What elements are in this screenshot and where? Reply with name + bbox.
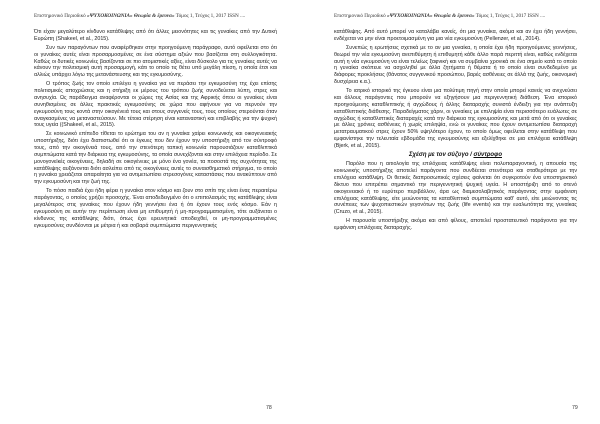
paragraph: Συνεπώς η ερωτήσεις σχετικά με το αν μια γυναίκα, η οποία έχει ήδη προηγούμενες γεννήσεις, θεωρεί την νέα εγκυμοσύνη ανεπιθύμητη ή επιθυμητή κάθε άλλο παρά περιττή είναι, καθώς ενδέχεται αυτή η νέα εγκυμοσύνη να είναι τελείως ξαφνική και να συμβαίνει χρονικά σε ένα σημείο κατά το οποίο η γυναίκα σκόπευε να ασχοληθεί με άλλα ζητήματα ή θέματα ή το οποίο είναι συνδεδεμένο με διάφορες προκλήσεις (θάνατος συγγενικού προσώπου, βαρές ασθένειες σε άλλά της ζωής, οικονομική δυσχέρεια κ.α.). (334, 44, 577, 86)
running-head-suffix: Τόμος 1, Τεύχος 1, 2017 ISSN .... (174, 13, 246, 19)
section-heading-prefix: Σχέση με τον σύζυγο / (408, 151, 474, 158)
section-heading (334, 152, 577, 159)
paragraph: Ότι είχαν μεγαλύτερο κίνδυνο κατάθλιψης από ότι άλλες μειονότητες και τις γυναίκες από την Δυτική Ευρώπη (Shakeel, et al., 2015). (34, 29, 277, 42)
running-head-prefix: Επιστημονικό Περιοδικό (34, 13, 88, 19)
page-number: 78 (266, 405, 272, 411)
right-page (300, 0, 600, 424)
left-page-body (34, 29, 277, 232)
section-heading-underlined: σύντροφο (473, 151, 502, 158)
paragraph: Παρόλο που η αιτιολογία της επιλόχειας κατάθλιψης είναι πολυπαραγοντική, η απουσία της κοινωνικής υποστήριξης αποτελεί παράγοντα που συνδέεται στενότερα και σταθερότερα με την επιλόχεια κατάθλιψη. Οι θετικές διαπροσωπικές σχέσεις φαίνεται ότι συγκροτούν ένα υποστηρικτικό δίκτυο που επιτρέπει σημαντικό την περιγεννητική ψυχική υγεία. Η υποστήριξη από το στενό οικογενειακό ή το ευρύτερο περιβάλλον, άρα ως διαμεσολαβητικός παράγοντας στην εμφάνιση επιλόχειας κατάθλιψης, είτε μειώνοντας τα καταθλιπτικά συμπτώματα καθ' αυτό, είτε μειώνοντας τις συνέπειες των ψυχοπιεστικών γεγονότων της ζωής (life events) και την ευαλωτότητα της γυναίκας (Cruzo, et al., 2015). (334, 161, 577, 216)
paragraph: Η παρουσία υποστήριξης ακόμα και από φίλους, αποτελεί προστατευτικό παράγοντα για την εμφάνιση επιλόχειας διαταραχής. (334, 218, 577, 232)
right-page-body (334, 29, 577, 234)
paragraph: κατάθλιψης. Από αυτό μπορεί να καταλάβει κανείς, ότι μια γυναίκα, ακόμα και αν έχει ήδη γεννήσει, ενδέχεται να μην είναι προετοιμασμένη για μια νέα εγκυμοσύνη (Pellenzer, et al., 2014). (334, 29, 577, 42)
running-head-suffix: Τόμος 1, Τεύχος 1, 2017 ISSN .... (474, 13, 546, 19)
journal-title: «ΨΥΧΟΚΟΙΝΩΝΙΑ» Θεωρία & έρευνα» (87, 13, 175, 19)
journal-title: «ΨΥΧΟΚΟΙΝΩΝΙΑ» Θεωρία & έρευνα» (387, 13, 475, 19)
page-number: 79 (572, 405, 578, 411)
running-head (34, 13, 290, 19)
running-head (334, 13, 590, 19)
paragraph: Ο τρόπος ζωής τον οποίο επιλέγει η γυναίκα για να περάσει την εγκυμοσύνη της έχει επίσης πολιτισμικές αποχρώσεις και η στήριξη εκ μέρους του τρόπου ζωής συνοδεύεται λύπη, στρες και ανησυχία. Ως παράδειγμα αναφέρονται οι χώρες της Ασίας και της Αφρικής όπου οι γυναίκες είναι συνηθισμένες σε άλλες πρακτικές εγκυμοσύνης σε χώρα που αφήνουν για να περνούν την εγκυμοσύνη τους κοντά στην οικογένειά τους και στους συγγενείς τους, τους οποίους στερούνται όταν αναγκασμένες να μεταναστεύσουν. Με τέτοια στέρηση είναι καταναστική και επιβλαβής για την ψυχική τους υγεία ((Shakeel, et al., 2015). (34, 81, 277, 129)
paragraph: Σε κοινωνικό επίπεδο τίθεται το ερώτημα του αν η γυναίκα χαίρει κοινωνικής και οικογενειακής υποστήριξης, διότι έχει διαπιστωθεί ότι οι έγκυες που δεν έχουν την υποστήριξη από τον σύντροφό τους, από την οικογένειά τους, από την στενότερη ταπική κοινωνία παρουσιάζουν καταθλιπτικά συμπτώματα κατά την διάρκεια της εγκυμοσύνης, τα οποία συνεχίζονται και στην επιλόχεια περίοδο. Σε μονογονεϊκές οικογένειες, δηλαδή σε οικογένειες με μόνο ένα γονέα, τα ποσοστά της συχνότητας της κατάθλιψης αυξάνονται διότι ασλείπει από τις οικογένειες αυτές το συναισθηματικό στήριγμα, το οποίο η γυναίκα χρειάζεται απαραίτητα για να αντιμετωπίσει στρεσογόνες καταστάσεις που ανακύπτουν από την εγκυμοσύνη και την ζωή της. (34, 131, 277, 186)
paragraph: Συν των παραγόντων που αναφέρθηκαν στην προηγούμενη παράγραφο, αυτό οφείλεται στο ότι οι γυναίκες αυτές είναι προσαρμοσμένες σε ένα σύστημα αξιών που βασίζεται στη συλλογικότητα. Καθώς οι δυτικές κοινωνίες βασίζονται σε πιο ατομιστικές αξίες, είναι δύσκολο για τις γυναίκες αυτές να κάνουν την πολιτισμική αυτή προσαρμογή, κάτι το οποίο τις θέτει υπό μεγάλη πίεση, η οποία έτσι και αλλιώς υπάρχει λόγω της μετανάστευσης και της εγκυμοσύνης. (34, 44, 277, 79)
running-head-prefix: Επιστημονικό Περιοδικό (334, 13, 388, 19)
paragraph: Το πόσο παιδιά έχει ήδη φέρει η γυναίκα στον κόσμο και ζουν στο σπίτι της είναι ένας περαιτέρω παράγοντας, ο οποίος χρήζει προσοχής. Έναι αποδεδειγμένο ότι ο επιπολασμός της κατάθλιψης είναι μεγαλύτερος στις γυναίκες που έχουν ήδη γεννήσει ένα ή ότι έχουν τους ενός κόσμο. Εάν η εγκυμοσύνη σε αυτήν την περίπτωση είναι μη επιθυμητή ή μη-προγραμματισμένη, τότε αυξάνεται ο κίνδυνος της κατάθλιψης διότι, όπως έχει ερευνητικά αποδειχθεί, οι μη-προγραμματισμένες εγκυμοσύνες συνδέονται με μέτρια ή και σοβαρά συμπτώματα περιγεννητικής (34, 188, 277, 229)
paragraph: Το ιατρικό ιστορικό της έγκυου είναι μια πολύτιμη πηγή στην οποία μπορεί κανείς να ανιχνεύσει και άλλους παράγοντες που μπορούν να εξηγήσουν μια περιγεννητική διάθεση. Ένα ιστορικό προηγούμενης καταθλιπτικής ή αγχώδους ή άλλης διαταραχής συνιστά ένδειξη για την ανάπτυξη καταθλιπτικής διάθεσης. Παραδείγματος χάριν, οι γυναίκες με επιληψία είναι περισσότερο ευάλωτες σε αγχώδεις ή καταθλιπτικές διαταραχές κατά την διάρκεια της εγκυμοσύνης και μετά από ότι οι γυναίκες με άλλες χρόνιες ασθένειες ή χωρίς επιληψία, ενώ οι γυναίκες που έχουν αντιμετωπίσει διαταραχή μετατραυματικού στρες έχουν 50% υψηλότερο έχουν, το οποίο όμως οφείλεται στην κατάθλιψη που εμφανίστηκε την τελευταία εβδομάδα της εγκυμοσύνης και εξελίχθηκε σε μια επιλόχεια κατάθλιψη (Bjerk, et al., 2015). (334, 88, 577, 149)
